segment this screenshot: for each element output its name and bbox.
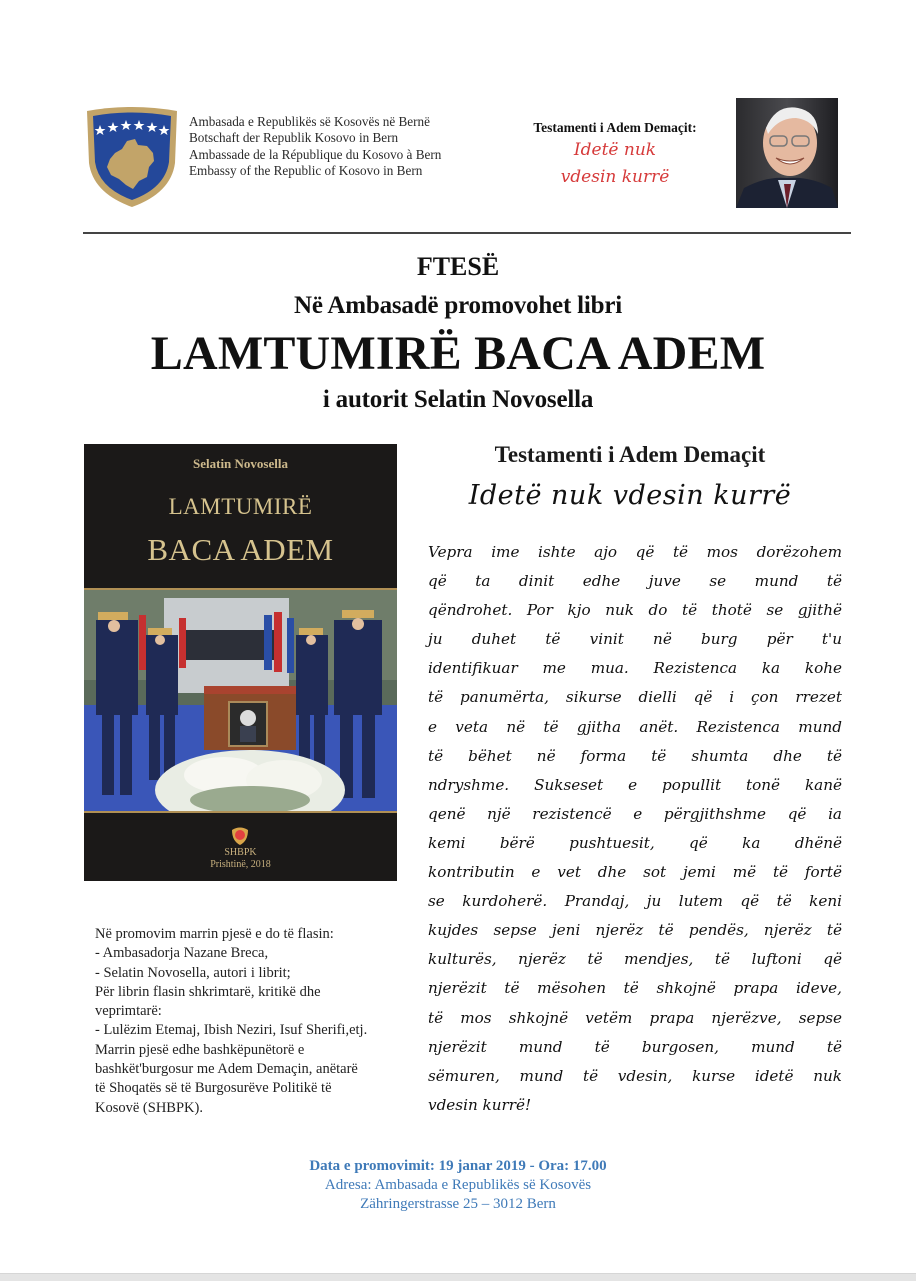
testament-body-line: Vepra ime ishte ajo që të mos dorëzohem <box>428 543 842 561</box>
book-cover-publisher <box>84 847 397 871</box>
participants-line: veprimtarë: <box>95 1003 162 1020</box>
book-cover-author: Selatin Novosella <box>193 456 288 471</box>
header-testament-quote-line-2: vdesin kurrë <box>560 167 670 187</box>
embassy-name-german: Botschaft der Republik Kosovo in Bern <box>189 130 399 146</box>
testament-body-line: të panumërta, sikurse dielli që i çon rrezet <box>428 688 842 707</box>
testament-body <box>428 538 842 1120</box>
participants-line: Marrin pjesë edhe bashkëpunëtorë e <box>95 1041 305 1058</box>
book-cover-place-year: Prishtinë, 2018 <box>210 859 271 870</box>
header-testament-quote-line-1: Idetë nuk <box>573 140 657 160</box>
event-date-time: Data e promovimit: 19 janar 2019 - Ora: 17.00 <box>309 1158 607 1174</box>
testament-body-line: qëndrohet. Por kjo nuk do të thotë se gjithë <box>428 601 842 620</box>
event-address-line-1: Adresa: Ambasada e Republikës së Kosovës <box>324 1177 592 1193</box>
testament-quote: Idetë nuk vdesin kurrë <box>468 480 792 511</box>
event-address-line-2: Zähringerstrasse 25 – 3012 Bern <box>360 1196 556 1212</box>
participants-line: bashkët'burgosur me Adem Demaçin, anëtarë <box>95 1061 358 1078</box>
book-cover-publisher-name: SHBPK <box>224 847 257 858</box>
book-cover-gold-rule <box>84 811 397 813</box>
testament-body-line: ju duhet të vinit në burg për t'u <box>428 630 842 649</box>
participants-line: - Selatin Novosella, autori i librit; <box>95 964 291 981</box>
embassy-name-french: Ambassade de la République du Kosovo à Bern <box>189 146 442 162</box>
participants-line: - Lulëzim Etemaj, Ibish Neziri, Isuf Sherifi,etj. <box>95 1022 368 1039</box>
book-title-heading: LAMTUMIRË BACA ADEM <box>150 327 766 380</box>
testament-body-line: sëmuren, mund të vdesin, kurse idetë nuk <box>428 1066 842 1085</box>
testament-body-line: njerëzit mund të burgosen, mund të <box>428 1037 842 1056</box>
testament-body-line: të mos shkojnë vetëm prapa njerëzve, sepse <box>428 1008 842 1027</box>
embassy-name-albanian: Ambasada e Republikës së Kosovës në Bernë <box>189 114 430 129</box>
book-cover-title-line-2: BACA ADEM <box>147 532 334 567</box>
book-cover-image <box>84 444 397 881</box>
invitation-subtitle: Në Ambasadë promovohet libri <box>294 292 622 319</box>
invitation-heading: FTESË <box>416 252 500 281</box>
book-cover-title-line-1: LAMTUMIRË <box>168 494 313 519</box>
embassy-name-block <box>189 114 441 179</box>
portrait-photo <box>736 98 838 208</box>
author-line: i autorit Selatin Novosella <box>322 386 594 413</box>
participants-block <box>95 925 405 1118</box>
testament-body-line: njerëzit të mësohen të shkojnë prapa ideve, <box>428 979 842 998</box>
testament-body-line: se kurdoherë. Prandaj, ju lutem që të keni <box>428 892 842 911</box>
testament-body-line: qenë një rezistencë e përgjithshme që ia <box>428 804 842 823</box>
testament-body-line: identifikuar me mua. Rezistenca ka kohe <box>428 659 842 678</box>
testament-body-line: ndryshme. Sukseset e popullit tonë kanë <box>428 775 842 794</box>
participants-line: Në promovim marrin pjesë e do të flasin: <box>95 926 334 942</box>
participants-line: Për librin flasin shkrimtarë, kritikë dhe <box>95 983 321 1000</box>
participants-line: të Shoqatës së të Burgosurëve Politikë të <box>95 1080 332 1097</box>
participants-line: - Ambasadorja Nazane Breca, <box>95 945 269 962</box>
testament-body-line: e veta në të gjitha anët. Rezistenca mund <box>428 717 842 736</box>
header-testament-block <box>505 120 725 190</box>
testament-body-line: kemi bërë pushtuesit, që ka dhënë <box>428 833 842 852</box>
testament-body-line: kulturës, njerëz të mendjes, të luftoni që <box>428 950 842 969</box>
participants-line: Kosovë (SHBPK). <box>95 1099 203 1116</box>
header-divider <box>83 232 851 234</box>
event-details <box>0 1157 916 1214</box>
shbpk-logo-icon <box>229 824 251 846</box>
header-testament-title: Testamenti i Adem Demaçit: <box>533 120 697 135</box>
book-cover-funeral-photo <box>84 590 397 812</box>
testament-title: Testamenti i Adem Demaçit <box>494 442 766 467</box>
kosovo-crest-icon <box>83 105 181 209</box>
testament-body-line: që ta dinit edhe juve se mund të <box>428 572 842 591</box>
testament-body-line: kujdes sepse jeni njerëz të pendës, njerëz të <box>428 921 842 940</box>
embassy-name-english: Embassy of the Republic of Kosovo in Bern <box>189 162 423 178</box>
testament-body-line: vdesin kurrë! <box>428 1095 532 1114</box>
testament-body-line: kontributin e vet dhe sot jemi më të fortë <box>428 863 842 882</box>
testament-body-line: të bëhet në forma të shumta dhe të <box>428 746 842 765</box>
